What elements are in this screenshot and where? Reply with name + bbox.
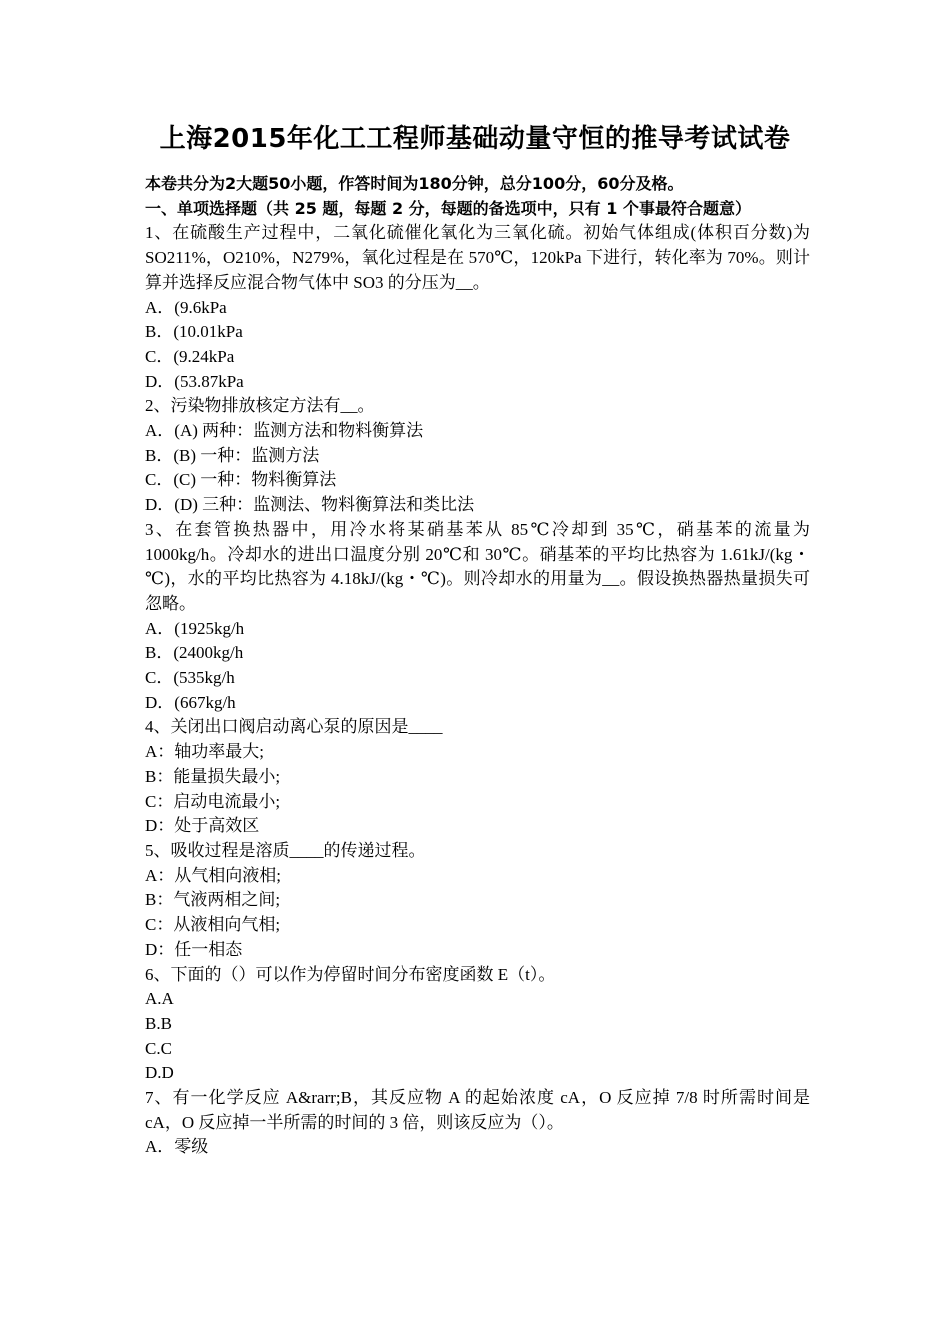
option-c: C：启动电流最小; [145, 791, 281, 811]
option-a: A．(9.6kPa [145, 297, 227, 317]
option-c: C．(C) 一种：物料衡算法 [145, 470, 337, 490]
question-4 [145, 715, 810, 839]
question-1 [145, 221, 810, 394]
option-c: C.C [145, 1038, 172, 1058]
option-c: C：从液相向气相; [145, 915, 281, 935]
option-d: D：任一相态 [145, 939, 243, 959]
option-b: B：能量损失最小; [145, 766, 281, 786]
question-6 [145, 963, 810, 1087]
option-a: A：轴功率最大; [145, 742, 264, 762]
option-a: A．(1925kg/h [145, 618, 245, 638]
option-a: A.A [145, 989, 174, 1009]
option-b: B．(2400kg/h [145, 643, 244, 663]
question-stem: 3、在套管换热器中，用冷水将某硝基苯从 85℃冷却到 35℃，硝基苯的流量为 1000kg/h。冷却水的进出口温度分别 20℃和 30℃。硝基苯的平均比热容为 1.61kJ/(kg・℃)，水的平均比热容为 4.18kJ/(kg・℃)。则冷却水的用量为__。假设换热器热量损失可忽略。 [145, 519, 810, 613]
question-3 [145, 518, 810, 716]
exam-intro: 本卷共分为2大题50小题，作答时间为180分钟，总分100分，60分及格。 [145, 174, 684, 193]
option-a: A．(A) 两种：监测方法和物料衡算法 [145, 421, 424, 441]
question-stem: 4、关闭出口阀启动离心泵的原因是____ [145, 717, 443, 737]
option-d: D．(667kg/h [145, 692, 236, 712]
question-stem: 6、下面的（）可以作为停留时间分布密度函数 E（t）。 [145, 964, 556, 984]
question-5 [145, 839, 810, 963]
option-d: D：处于高效区 [145, 816, 260, 836]
option-d: D．(53.87kPa [145, 371, 244, 391]
option-b: B．(10.01kPa [145, 322, 243, 342]
option-b: B．(B) 一种：监测方法 [145, 445, 320, 465]
option-d: D.D [145, 1063, 174, 1083]
option-a: A：从气相向液相; [145, 865, 281, 885]
option-a: A．零级 [145, 1137, 209, 1157]
option-c: C．(535kg/h [145, 668, 235, 688]
document-body [145, 172, 810, 1160]
option-d: D．(D) 三种：监测法、物料衡算法和类比法 [145, 495, 475, 515]
option-b: B.B [145, 1013, 172, 1033]
question-stem: 7、有一化学反应 A&rarr;B，其反应物 A 的起始浓度 cA，O 反应掉 7/8 时所需时间是 cA，O 反应掉一半所需的时间的 3 倍，则该反应为（）。 [145, 1088, 810, 1132]
page-title: 上海2015年化工工程师基础动量守恒的推导考试试卷 [159, 124, 791, 154]
option-c: C．(9.24kPa [145, 346, 235, 366]
question-7 [145, 1086, 810, 1160]
question-stem: 2、污染物排放核定方法有__。 [145, 396, 375, 416]
section-heading: 一、单项选择题（共 25 题，每题 2 分，每题的备选项中，只有 1 个事最符合题意） [145, 198, 751, 218]
question-2 [145, 394, 810, 518]
option-b: B：气液两相之间; [145, 890, 281, 910]
question-stem: 5、吸收过程是溶质____的传递过程。 [145, 840, 426, 860]
question-stem: 1、在硫酸生产过程中，二氧化硫催化氧化为三氧化硫。初始气体组成(体积百分数)为 SO211%，O210%，N279%，氧化过程是在 570℃，120kPa 下进行，转化率为 70%。则计算并选择反应混合物气体中 SO3 的分压为__。 [145, 223, 810, 292]
